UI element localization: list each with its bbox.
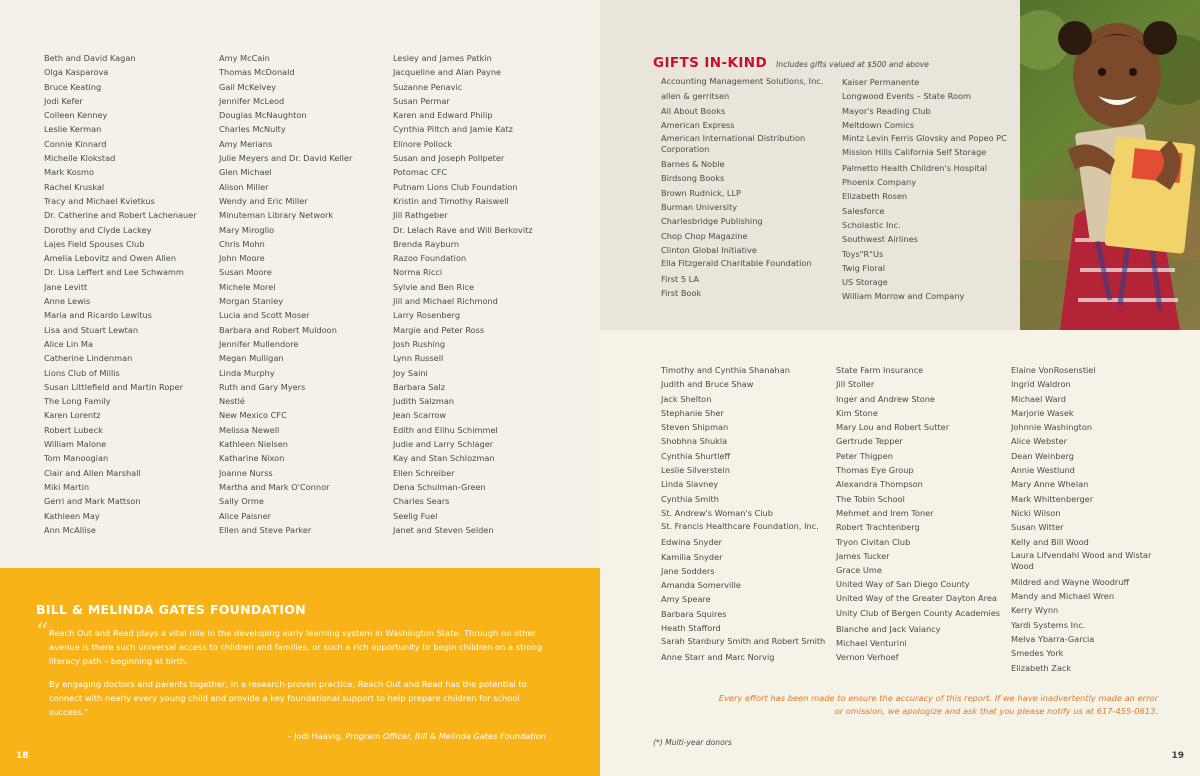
list-item: Suzanne Penavic xyxy=(393,81,463,92)
list-item: Charlesbridge Publishing xyxy=(661,216,763,227)
list-item: Marjorie Wasek xyxy=(1011,407,1074,418)
list-item: Longwood Events – State Room xyxy=(842,91,971,102)
multi-year-footnote: (*) Multi-year donors xyxy=(653,738,732,747)
list-item: Jacqueline and Alan Payne xyxy=(393,67,502,78)
list-item: Rachel Kruskal xyxy=(44,181,105,192)
list-item: Alice Paisner xyxy=(219,510,272,521)
list-item: Robert Trachtenberg xyxy=(836,522,920,533)
donor-column-5 xyxy=(836,363,1001,665)
list-item: Ruth and Gary Myers xyxy=(219,381,306,392)
list-item: New Mexico CFC xyxy=(219,410,287,421)
list-item: First Book xyxy=(661,287,702,298)
list-item: Linda Slavney xyxy=(661,479,719,490)
list-item: Michelle Klokstad xyxy=(44,153,116,164)
list-item: Thomas McDonald xyxy=(219,67,295,78)
list-item: Chop Chop Magazine xyxy=(661,230,748,241)
list-item: Janet and Steven Selden xyxy=(393,524,494,535)
gifts-in-kind-title: GIFTS IN-KIND xyxy=(653,55,768,71)
list-item: Seelig Fuel xyxy=(393,510,438,521)
list-item: Dorothy and Clyde Lackey xyxy=(44,224,152,235)
list-item: allen & gerritsen xyxy=(661,91,730,102)
list-item: Cynthia Piltch and Jamie Katz xyxy=(393,124,513,135)
list-item: Linda Murphy xyxy=(219,367,275,378)
list-item: Gertrude Tepper xyxy=(836,436,903,447)
attribution-name: – Jodi Haavig, xyxy=(287,731,343,741)
list-item: Mandy and Michael Wren xyxy=(1011,591,1115,602)
list-item: Sally Orme xyxy=(219,496,264,507)
list-item: St. Andrew's Woman's Club xyxy=(661,507,773,518)
list-item: Southwest Airlines xyxy=(842,234,918,245)
list-item: Nicki Wilson xyxy=(1011,507,1061,518)
list-item: Putnam Lions Club Foundation xyxy=(393,181,518,192)
donor-column-2 xyxy=(219,51,352,537)
list-item: Douglas McNaughton xyxy=(219,110,307,121)
quote-attribution xyxy=(287,731,546,741)
list-item: Amy McCain xyxy=(219,53,270,63)
list-item: Kathleen Nielsen xyxy=(219,439,288,450)
open-quote-mark: “ xyxy=(36,618,49,646)
list-item: Amanda Somerville xyxy=(661,580,741,591)
list-item: Brown Rudnick, LLP xyxy=(661,187,741,198)
list-item: Johnnie Washington xyxy=(1011,422,1093,433)
list-item: Kelly and Bill Wood xyxy=(1011,536,1089,547)
list-item: Lynn Russell xyxy=(393,353,444,364)
list-item: Tracy and Michael Kvietkus xyxy=(44,195,155,206)
list-item: Ann McAllise xyxy=(44,524,96,535)
list-item: Salesforce xyxy=(842,205,885,216)
list-item: Amy Merians xyxy=(219,138,273,149)
list-item: Barbara and Robert Muldoon xyxy=(219,324,337,335)
list-item: Peter Thigpen xyxy=(836,450,893,461)
list-item: Mission Hills California Self Storage xyxy=(842,147,987,158)
list-item: United Way of San Diego County xyxy=(836,579,970,590)
list-item: William Morrow and Company xyxy=(842,291,965,302)
list-item: Cynthia Shurtleff xyxy=(661,450,731,461)
list-item: Lucia and Scott Moser xyxy=(219,310,310,321)
list-item: Margie and Peter Ross xyxy=(393,324,485,335)
list-item: Kerry Wynn xyxy=(1011,605,1059,616)
list-item: Dr. Catherine and Robert Lachenauer xyxy=(44,210,197,221)
list-item: American International Distribution Corporation xyxy=(661,133,806,155)
list-item: Mehmet and Irem Toner xyxy=(836,507,934,518)
list-item: Miki Martin xyxy=(44,481,90,492)
list-item: Dena Schulman-Green xyxy=(393,481,486,492)
gifts-in-kind-note: Includes gifts valued at $500 and above xyxy=(776,60,929,69)
list-item: Beth and David Kagan xyxy=(44,53,136,63)
list-item: Larry Rosenberg xyxy=(393,310,461,321)
list-item: Alice Webster xyxy=(1011,436,1068,447)
child-photo-illustration xyxy=(1020,0,1200,330)
list-item: Laura Lifvendahl Wood and Wistar Wood xyxy=(1011,549,1152,571)
list-item: Maria and Ricardo Lewitus xyxy=(44,310,152,321)
list-item: Edith and Elihu Schimmel xyxy=(393,424,498,435)
list-item: Jean Scarrow xyxy=(393,410,447,421)
list-item: Mary Anne Whelan xyxy=(1011,479,1089,490)
list-item: Catherine Lindenman xyxy=(44,353,133,364)
list-item: Kathleen May xyxy=(44,510,100,521)
list-item: Jill Stoller xyxy=(836,379,875,390)
list-item: Mildred and Wayne Woodruff xyxy=(1011,576,1130,587)
list-item: United Way of the Greater Dayton Area xyxy=(836,592,997,603)
list-item: Meltdown Comics xyxy=(842,119,915,130)
list-item: Glen Michael xyxy=(219,167,272,178)
list-item: Elizabeth Zack xyxy=(1011,662,1072,673)
list-item: Steven Shipman xyxy=(661,422,729,433)
list-item: Alice Lin Ma xyxy=(44,338,94,349)
list-item: Heath Stafford xyxy=(661,623,721,634)
list-item: Yardi Systems Inc. xyxy=(1011,619,1086,630)
list-item: Karen Lorentz xyxy=(44,410,101,421)
list-item: Ellen Schreiber xyxy=(393,467,455,478)
list-item: Karen and Edward Philip xyxy=(393,110,493,121)
list-item: Birdsong Books xyxy=(661,173,725,184)
list-item: Anne Lewis xyxy=(44,296,91,307)
list-item: Michele Morel xyxy=(219,281,276,292)
list-item: Ella Fitzgerald Charitable Foundation xyxy=(661,258,812,269)
list-item: Minuteman Library Network xyxy=(219,210,334,221)
list-item: Edwina Snyder xyxy=(661,537,722,548)
list-item: Barnes & Noble xyxy=(661,159,725,170)
list-item: Unity Club of Bergen County Academies xyxy=(836,607,1001,618)
callout-title: BILL & MELINDA GATES FOUNDATION xyxy=(36,602,306,617)
list-item: Lions Club of Millis xyxy=(44,367,120,378)
list-item: Amelia Lebovitz and Owen Allen xyxy=(44,253,177,264)
donor-column-1 xyxy=(44,51,197,537)
list-item: Judith and Bruce Shaw xyxy=(661,379,754,390)
list-item: Dr. Lisa Leffert and Lee Schwamm xyxy=(44,267,184,278)
quote-paragraph-1: Reach Out and Read plays a vital role in the developing early learning system in Washington State. Through no other avenue is there such universal access to children and families, or such a rich opportunity to begin children on a strong literacy path – beginning at birth. xyxy=(49,628,543,667)
list-item: Susan Littlefield and Martin Roper xyxy=(44,381,183,392)
list-item: Judith Salzman xyxy=(393,396,455,407)
list-item: All About Books xyxy=(661,105,726,116)
list-item: Mark Whittenberger xyxy=(1011,493,1094,504)
list-item: Tryon Civitan Club xyxy=(836,536,911,547)
list-item: Chris Mohn xyxy=(219,238,265,249)
list-item: Jill and Michael Richmond xyxy=(393,296,498,307)
list-item: State Farm Insurance xyxy=(836,365,924,375)
list-item: Accounting Management Solutions, Inc. xyxy=(661,76,824,86)
list-item: Mark Kosmo xyxy=(44,167,95,178)
list-item: Megan Mulligan xyxy=(219,353,284,364)
list-item: Elizabeth Rosen xyxy=(842,191,908,202)
list-item: First 5 LA xyxy=(661,273,699,284)
list-item: Morgan Stanley xyxy=(219,296,284,307)
list-item: Phoenix Company xyxy=(842,177,917,188)
list-item: Lajes Field Spouses Club xyxy=(44,238,145,249)
list-item: Shobhna Shukla xyxy=(661,436,728,447)
list-item: Jack Shelton xyxy=(661,393,712,404)
list-item: Elinore Pollock xyxy=(393,138,453,149)
list-item: Kristin and Timothy Raiswell xyxy=(393,195,509,206)
list-item: Anne Starr and Marc Norvig xyxy=(661,652,775,663)
gifts-in-kind-panel xyxy=(600,0,1020,330)
gates-foundation-callout xyxy=(0,568,600,776)
list-item: John Moore xyxy=(219,253,265,264)
list-item: American Express xyxy=(661,119,735,130)
list-item: Razoo Foundation xyxy=(393,253,467,264)
gifts-in-kind-column-1 xyxy=(661,75,826,300)
list-item: US Storage xyxy=(842,277,888,288)
list-item: Ingrid Waldron xyxy=(1011,379,1071,390)
list-item: Mary Lou and Robert Sutter xyxy=(836,422,950,433)
list-item: Judie and Larry Schlager xyxy=(393,439,494,450)
list-item: Vernon Verhoef xyxy=(836,652,899,663)
list-item: Josh Rushing xyxy=(393,338,446,349)
list-item: Jane Levitt xyxy=(44,281,88,292)
list-item: The Long Family xyxy=(44,396,111,407)
list-item: Jennifer McLeod xyxy=(219,95,285,106)
list-item: Colleen Kenney xyxy=(44,110,108,121)
list-item: Smedes York xyxy=(1011,648,1064,659)
list-item: Connie Kinnard xyxy=(44,138,107,149)
page-number-left: 18 xyxy=(16,751,29,761)
list-item: Melva Ybarra-Garcia xyxy=(1011,634,1095,645)
list-item: Susan Witter xyxy=(1011,522,1064,533)
donor-column-3 xyxy=(393,51,533,537)
list-item: Stephanie Sher xyxy=(661,407,724,418)
list-item: Clair and Allen Marshall xyxy=(44,467,141,478)
list-item: Bruce Keating xyxy=(44,81,102,92)
gifts-in-kind-column-2 xyxy=(842,75,1007,304)
list-item: Palmetto Health Children's Hospital xyxy=(842,162,987,173)
list-item: Lesley and James Patkin xyxy=(393,53,492,63)
donor-column-6 xyxy=(1011,363,1176,675)
list-item: Julie Meyers and Dr. David Keller xyxy=(219,153,353,164)
list-item: Jill Rathgeber xyxy=(393,210,448,221)
list-item: Michael Ward xyxy=(1011,393,1066,404)
attribution-title: Program Officer, Bill & Melinda Gates Foundation xyxy=(345,731,546,741)
list-item: Gerri and Mark Mattson xyxy=(44,496,141,507)
list-item: Kim Stone xyxy=(836,407,878,418)
list-item: Martha and Mark O'Connor xyxy=(219,481,330,492)
list-item: Grace Ume xyxy=(836,565,882,576)
list-item: Elaine VonRosenstiel xyxy=(1011,365,1096,375)
list-item: Dean Weinberg xyxy=(1011,450,1074,461)
list-item: Lisa and Stuart Lewtan xyxy=(44,324,139,335)
list-item: Joanne Nurss xyxy=(219,467,273,478)
list-item: Susan and Joseph Pollpeter xyxy=(393,153,505,164)
list-item: Melissa Newell xyxy=(219,424,280,435)
list-item: Wendy and Eric Miller xyxy=(219,195,308,206)
list-item: Susan Permar xyxy=(393,95,450,106)
accuracy-disclaimer: Every effort has been made to ensure the accuracy of this report. If we have inadvertently made an error or omission, we apologize and ask that you please notify us at 617-455-0613. xyxy=(718,693,1158,717)
list-item: Sylvie and Ben Rice xyxy=(393,281,475,292)
list-item: Alexandra Thompson xyxy=(836,479,923,490)
list-item: Jennifer Mullendore xyxy=(219,338,299,349)
list-item: Brenda Rayburn xyxy=(393,238,460,249)
list-item: Mary Miroglio xyxy=(219,224,275,235)
list-item: Barbara Salz xyxy=(393,381,445,392)
list-item: Blanche and Jack Valancy xyxy=(836,623,941,634)
list-item: Amy Speare xyxy=(661,594,711,605)
list-item: Olga Kasparova xyxy=(44,67,109,78)
list-item: Susan Moore xyxy=(219,267,272,278)
gifts-in-kind-heading xyxy=(653,52,929,71)
page-number-right: 19 xyxy=(1171,751,1184,761)
list-item: Kamilia Snyder xyxy=(661,551,723,562)
list-item: Kaiser Permanente xyxy=(842,77,920,87)
list-item: Tom Manoogian xyxy=(44,453,109,464)
right-page xyxy=(600,0,1200,776)
list-item: The Tobin School xyxy=(836,493,905,504)
list-item: Sarah Stanbury Smith and Robert Smith xyxy=(661,636,826,647)
donor-column-4 xyxy=(661,363,826,665)
list-item: Leslie Silverstein xyxy=(661,465,730,476)
list-item: Joy Saini xyxy=(393,367,428,378)
list-item: Burman University xyxy=(661,202,738,213)
list-item: Cynthia Smith xyxy=(661,493,719,504)
list-item: Mayor's Reading Club xyxy=(842,105,931,116)
list-item: James Tucker xyxy=(836,550,890,561)
list-item: Potomac CFC xyxy=(393,167,448,178)
list-item: Toys"R"Us xyxy=(842,248,884,259)
list-item: Norma Ricci xyxy=(393,267,443,278)
list-item: Kay and Stan Schlozman xyxy=(393,453,495,464)
list-item: Jodi Kefer xyxy=(44,95,83,106)
list-item: Ellen and Steve Parker xyxy=(219,524,312,535)
list-item: Clinton Global Initiative xyxy=(661,244,757,255)
list-item: Barbara Squires xyxy=(661,608,727,619)
list-item: Charles McNulty xyxy=(219,124,286,135)
list-item: William Malone xyxy=(44,439,107,450)
list-item: Scholastic Inc. xyxy=(842,219,901,230)
child-reading-photo xyxy=(1020,0,1200,330)
list-item: Annie Westlund xyxy=(1011,465,1075,476)
list-item: Gail McKelvey xyxy=(219,81,277,92)
list-item: St. Francis Healthcare Foundation, Inc. xyxy=(661,521,819,532)
list-item: Katharine Nixon xyxy=(219,453,285,464)
list-item: Inger and Andrew Stone xyxy=(836,393,935,404)
list-item: Nestlé xyxy=(219,396,245,407)
list-item: Twig Floral xyxy=(842,262,886,273)
list-item: Dr. Lelach Rave and Will Berkovitz xyxy=(393,224,533,235)
list-item: Mintz Levin Ferris Glovsky and Popeo PC xyxy=(842,133,1007,144)
list-item: Jane Sodders xyxy=(661,565,715,576)
list-item: Robert Lubeck xyxy=(44,424,103,435)
quote-paragraph-2: By engaging doctors and parents together, in a research-proven practice, Reach Out and Read has the potential to connect with nearly every young child and provide a key foundational support to help prepare children for school success.” xyxy=(49,679,527,718)
list-item: Michael Venturini xyxy=(836,638,907,649)
list-item: Alison Miller xyxy=(219,181,269,192)
list-item: Leslie Kerman xyxy=(44,124,102,135)
list-item: Timothy and Cynthia Shanahan xyxy=(661,365,790,375)
list-item: Charles Sears xyxy=(393,496,450,507)
list-item: Thomas Eye Group xyxy=(836,465,914,476)
